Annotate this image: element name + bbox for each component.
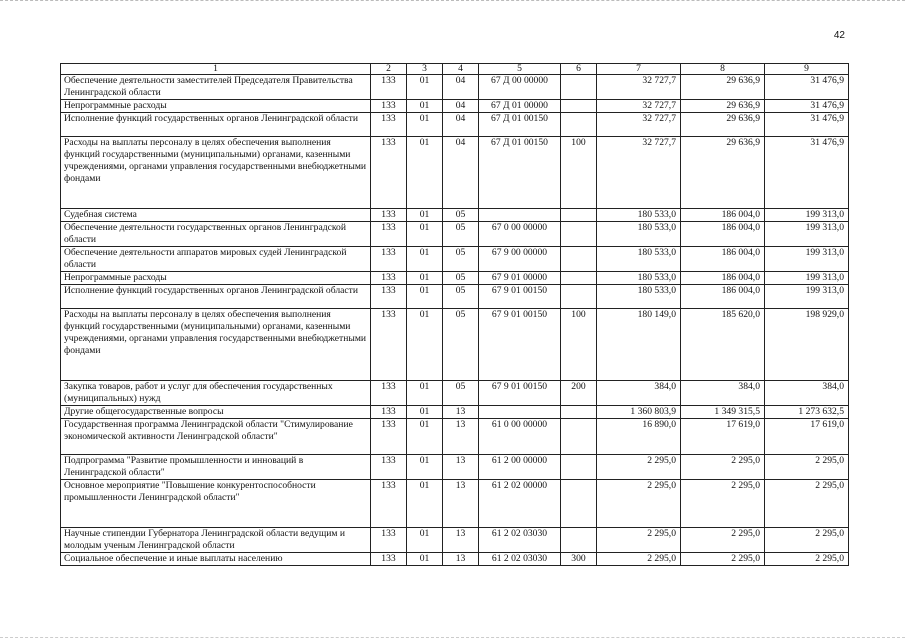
ministry-code-cell: 133	[371, 528, 407, 553]
header-cell: 3	[407, 64, 443, 75]
expense-type-cell	[561, 455, 597, 480]
target-article-cell: 61 0 00 00000	[479, 419, 561, 455]
row-name-cell: Обеспечение деятельности заместителей Председателя Правительства Ленинградской области	[61, 75, 371, 100]
table-row	[61, 381, 849, 406]
amount-year2-cell: 17 619,0	[681, 419, 765, 455]
subsection-code-cell: 13	[443, 455, 479, 480]
amount-year2-cell: 2 295,0	[681, 455, 765, 480]
row-name-cell: Обеспечение деятельности государственных органов Ленинградской области	[61, 222, 371, 247]
amount-year3-cell: 2 295,0	[765, 528, 849, 553]
ministry-code-cell: 133	[371, 247, 407, 272]
amount-year3-cell: 199 313,0	[765, 222, 849, 247]
amount-year1-cell: 180 533,0	[597, 247, 681, 272]
ministry-code-cell: 133	[371, 381, 407, 406]
row-name-cell: Расходы на выплаты персоналу в целях обеспечения выполнения функций государственными (муниципальными) органами, казенными учреждениями, органами управления государственными внебюджетными фондами	[61, 309, 371, 381]
expense-type-cell	[561, 209, 597, 222]
row-name-cell: Социальное обеспечение и иные выплаты населению	[61, 553, 371, 566]
table-row	[61, 222, 849, 247]
amount-year1-cell: 2 295,0	[597, 480, 681, 528]
ministry-code-cell: 133	[371, 455, 407, 480]
target-article-cell: 67 0 00 00000	[479, 222, 561, 247]
expense-type-cell	[561, 480, 597, 528]
header-cell: 7	[597, 64, 681, 75]
amount-year2-cell: 1 349 315,5	[681, 406, 765, 419]
expense-type-cell	[561, 75, 597, 100]
subsection-code-cell: 05	[443, 381, 479, 406]
amount-year2-cell: 29 636,9	[681, 100, 765, 113]
amount-year1-cell: 180 533,0	[597, 222, 681, 247]
subsection-code-cell: 05	[443, 285, 479, 309]
expense-type-cell	[561, 247, 597, 272]
amount-year3-cell: 2 295,0	[765, 553, 849, 566]
amount-year1-cell: 16 890,0	[597, 419, 681, 455]
section-code-cell: 01	[407, 75, 443, 100]
section-code-cell: 01	[407, 209, 443, 222]
page-number: 42	[833, 30, 845, 41]
amount-year3-cell: 2 295,0	[765, 480, 849, 528]
row-name-cell: Подпрограмма "Развитие промышленности и инноваций в Ленинградской области"	[61, 455, 371, 480]
row-name-cell: Исполнение функций государственных органов Ленинградской области	[61, 113, 371, 137]
amount-year1-cell: 2 295,0	[597, 455, 681, 480]
row-name-cell: Научные стипендии Губернатора Ленинградской области ведущим и молодым ученым Ленинградской области	[61, 528, 371, 553]
section-code-cell: 01	[407, 137, 443, 209]
expense-type-cell: 100	[561, 309, 597, 381]
section-code-cell: 01	[407, 222, 443, 247]
header-cell: 9	[765, 64, 849, 75]
target-article-cell	[479, 209, 561, 222]
ministry-code-cell: 133	[371, 222, 407, 247]
amount-year2-cell: 186 004,0	[681, 222, 765, 247]
subsection-code-cell: 04	[443, 75, 479, 100]
ministry-code-cell: 133	[371, 209, 407, 222]
subsection-code-cell: 05	[443, 222, 479, 247]
row-name-cell: Непрограммные расходы	[61, 272, 371, 285]
row-name-cell: Государственная программа Ленинградской области "Стимулирование экономической активности Ленинградской области"	[61, 419, 371, 455]
expense-type-cell	[561, 419, 597, 455]
section-code-cell: 01	[407, 113, 443, 137]
expense-type-cell	[561, 113, 597, 137]
section-code-cell: 01	[407, 100, 443, 113]
expense-type-cell	[561, 528, 597, 553]
amount-year1-cell: 180 149,0	[597, 309, 681, 381]
target-article-cell: 67 9 01 00150	[479, 285, 561, 309]
table-row	[61, 406, 849, 419]
amount-year1-cell: 180 533,0	[597, 209, 681, 222]
amount-year3-cell: 384,0	[765, 381, 849, 406]
subsection-code-cell: 04	[443, 113, 479, 137]
scan-edge-top	[0, 0, 905, 2]
section-code-cell: 01	[407, 419, 443, 455]
amount-year2-cell: 186 004,0	[681, 272, 765, 285]
subsection-code-cell: 13	[443, 419, 479, 455]
row-name-cell: Расходы на выплаты персоналу в целях обеспечения выполнения функций государственными (муниципальными) органами, казенными учреждениями, органами управления государственными внебюджетными фондами	[61, 137, 371, 209]
amount-year2-cell: 2 295,0	[681, 480, 765, 528]
amount-year1-cell: 2 295,0	[597, 553, 681, 566]
target-article-cell: 67 9 01 00000	[479, 272, 561, 285]
ministry-code-cell: 133	[371, 406, 407, 419]
table-row	[61, 272, 849, 285]
target-article-cell: 67 9 01 00150	[479, 381, 561, 406]
amount-year2-cell: 186 004,0	[681, 209, 765, 222]
amount-year3-cell: 31 476,9	[765, 100, 849, 113]
amount-year1-cell: 32 727,7	[597, 113, 681, 137]
table-row	[61, 247, 849, 272]
table-header-row	[61, 64, 849, 75]
row-name-cell: Обеспечение деятельности аппаратов мировых судей Ленинградской области	[61, 247, 371, 272]
table-row	[61, 137, 849, 209]
header-cell: 5	[479, 64, 561, 75]
section-code-cell: 01	[407, 247, 443, 272]
expense-type-cell	[561, 100, 597, 113]
amount-year3-cell: 198 929,0	[765, 309, 849, 381]
ministry-code-cell: 133	[371, 137, 407, 209]
subsection-code-cell: 05	[443, 247, 479, 272]
amount-year1-cell: 32 727,7	[597, 100, 681, 113]
amount-year3-cell: 199 313,0	[765, 247, 849, 272]
section-code-cell: 01	[407, 309, 443, 381]
header-cell: 1	[61, 64, 371, 75]
target-article-cell	[479, 406, 561, 419]
target-article-cell: 61 2 02 03030	[479, 553, 561, 566]
amount-year3-cell: 1 273 632,5	[765, 406, 849, 419]
ministry-code-cell: 133	[371, 419, 407, 455]
target-article-cell: 67 9 00 00000	[479, 247, 561, 272]
table-row	[61, 528, 849, 553]
amount-year2-cell: 2 295,0	[681, 528, 765, 553]
expense-type-cell	[561, 272, 597, 285]
target-article-cell: 61 2 02 03030	[479, 528, 561, 553]
amount-year1-cell: 384,0	[597, 381, 681, 406]
row-name-cell: Закупка товаров, работ и услуг для обеспечения государственных (муниципальных) нужд	[61, 381, 371, 406]
amount-year2-cell: 384,0	[681, 381, 765, 406]
target-article-cell: 67 Д 00 00000	[479, 75, 561, 100]
expense-type-cell	[561, 222, 597, 247]
amount-year1-cell: 32 727,7	[597, 75, 681, 100]
expense-type-cell	[561, 406, 597, 419]
target-article-cell: 67 9 01 00150	[479, 309, 561, 381]
section-code-cell: 01	[407, 455, 443, 480]
amount-year2-cell: 29 636,9	[681, 75, 765, 100]
header-cell: 2	[371, 64, 407, 75]
section-code-cell: 01	[407, 528, 443, 553]
amount-year2-cell: 186 004,0	[681, 247, 765, 272]
table-row	[61, 455, 849, 480]
subsection-code-cell: 13	[443, 528, 479, 553]
target-article-cell: 67 Д 01 00150	[479, 137, 561, 209]
target-article-cell: 67 Д 01 00150	[479, 113, 561, 137]
amount-year3-cell: 199 313,0	[765, 209, 849, 222]
target-article-cell: 61 2 00 00000	[479, 455, 561, 480]
section-code-cell: 01	[407, 553, 443, 566]
amount-year3-cell: 199 313,0	[765, 285, 849, 309]
scan-edge-bottom	[0, 637, 905, 638]
amount-year1-cell: 180 533,0	[597, 272, 681, 285]
subsection-code-cell: 13	[443, 553, 479, 566]
amount-year2-cell: 29 636,9	[681, 137, 765, 209]
amount-year2-cell: 186 004,0	[681, 285, 765, 309]
section-code-cell: 01	[407, 406, 443, 419]
subsection-code-cell: 13	[443, 480, 479, 528]
ministry-code-cell: 133	[371, 309, 407, 381]
target-article-cell: 67 Д 01 00000	[479, 100, 561, 113]
amount-year1-cell: 2 295,0	[597, 528, 681, 553]
table-row	[61, 285, 849, 309]
target-article-cell: 61 2 02 00000	[479, 480, 561, 528]
expense-type-cell: 200	[561, 381, 597, 406]
section-code-cell: 01	[407, 381, 443, 406]
ministry-code-cell: 133	[371, 553, 407, 566]
row-name-cell: Исполнение функций государственных органов Ленинградской области	[61, 285, 371, 309]
amount-year2-cell: 29 636,9	[681, 113, 765, 137]
table-row	[61, 209, 849, 222]
subsection-code-cell: 05	[443, 209, 479, 222]
table-row	[61, 553, 849, 566]
section-code-cell: 01	[407, 480, 443, 528]
amount-year2-cell: 2 295,0	[681, 553, 765, 566]
amount-year3-cell: 31 476,9	[765, 137, 849, 209]
expense-type-cell	[561, 285, 597, 309]
table-row	[61, 113, 849, 137]
ministry-code-cell: 133	[371, 272, 407, 285]
table-row	[61, 100, 849, 113]
ministry-code-cell: 133	[371, 100, 407, 113]
ministry-code-cell: 133	[371, 113, 407, 137]
header-cell: 8	[681, 64, 765, 75]
ministry-code-cell: 133	[371, 480, 407, 528]
header-cell: 4	[443, 64, 479, 75]
table-row	[61, 75, 849, 100]
row-name-cell: Судебная система	[61, 209, 371, 222]
subsection-code-cell: 04	[443, 137, 479, 209]
header-cell: 6	[561, 64, 597, 75]
ministry-code-cell: 133	[371, 75, 407, 100]
amount-year3-cell: 17 619,0	[765, 419, 849, 455]
ministry-code-cell: 133	[371, 285, 407, 309]
table-row	[61, 309, 849, 381]
budget-table	[60, 63, 849, 566]
table-row	[61, 419, 849, 455]
subsection-code-cell: 13	[443, 406, 479, 419]
subsection-code-cell: 05	[443, 272, 479, 285]
section-code-cell: 01	[407, 285, 443, 309]
row-name-cell: Основное мероприятие "Повышение конкурентоспособности промышленности Ленинградской области"	[61, 480, 371, 528]
amount-year3-cell: 31 476,9	[765, 113, 849, 137]
amount-year3-cell: 2 295,0	[765, 455, 849, 480]
row-name-cell: Другие общегосударственные вопросы	[61, 406, 371, 419]
section-code-cell: 01	[407, 272, 443, 285]
amount-year1-cell: 180 533,0	[597, 285, 681, 309]
table-row	[61, 480, 849, 528]
amount-year3-cell: 31 476,9	[765, 75, 849, 100]
amount-year1-cell: 32 727,7	[597, 137, 681, 209]
expense-type-cell: 300	[561, 553, 597, 566]
expense-type-cell: 100	[561, 137, 597, 209]
amount-year1-cell: 1 360 803,9	[597, 406, 681, 419]
row-name-cell: Непрограммные расходы	[61, 100, 371, 113]
amount-year3-cell: 199 313,0	[765, 272, 849, 285]
subsection-code-cell: 05	[443, 309, 479, 381]
amount-year2-cell: 185 620,0	[681, 309, 765, 381]
subsection-code-cell: 04	[443, 100, 479, 113]
